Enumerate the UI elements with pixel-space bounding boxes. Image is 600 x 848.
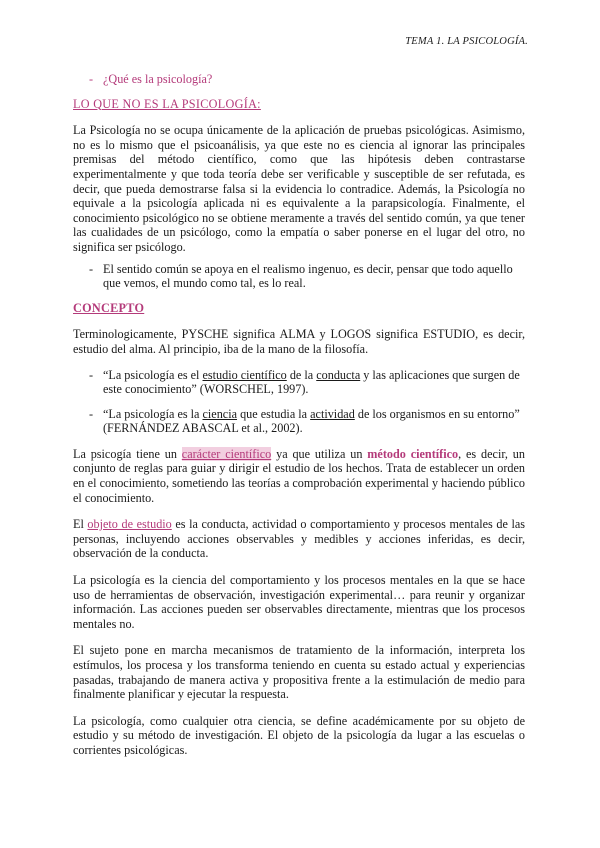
question-text: ¿Qué es la psicología? — [103, 72, 213, 86]
underlined-term: estudio científico — [202, 367, 287, 382]
underlined-term: ciencia — [202, 406, 238, 421]
text-run: , es decir, un conjunto de reglas para guiar y dirigir el estudio de los hechos. Trata de establecer un orden en el conocimiento, sometiendo las teorías a comprobación experimental y haciendo público el conocimiento. — [73, 446, 525, 505]
section-heading-concept: CONCEPTO — [73, 300, 145, 315]
page-header: TEMA 1. LA PSICOLOGÍA. — [405, 36, 528, 47]
text-run: El — [73, 517, 88, 532]
quote-worschel — [73, 368, 525, 397]
paragraph-schools: La psicología, como cualquier otra ciencia, se define académicamente por su objeto de estudio y su método de investigación. El objeto de la psicología da lugar a las escuelas o corrientes psicológicas. — [73, 713, 525, 757]
bullet-dash: - — [89, 261, 94, 276]
paragraph-information-processing: El sujeto pone en marcha mecanismos de tratamiento de la información, interpreta los estímulos, los procesa y los transforma teniendo en cuenta su estado actual y experiencias pasadas, trabajando de manera activa y propositiva frente a la estimulación de medio para finalmente planificar y ejecutar la respuesta. — [73, 643, 525, 702]
quote-text: de los organismos en su entorno” (FERNÁNDEZ ABASCAL et al., 2002). — [103, 406, 520, 436]
document-body — [73, 70, 525, 758]
bullet-common-sense — [73, 262, 525, 291]
quote-text: de la — [286, 367, 317, 382]
bullet-dash: - — [89, 72, 94, 86]
section-heading-not-psychology: LO QUE NO ES LA PSICOLOGÍA: — [73, 96, 261, 111]
bullet-dash: - — [89, 367, 94, 382]
bullet-dash: - — [89, 406, 94, 421]
quote-fernandez — [73, 407, 525, 436]
quote-text: y las aplicaciones que surgen de este conocimiento” (WORSCHEL, 1997). — [103, 367, 520, 397]
bullet-common-sense-text: El sentido común se apoya en el realismo ingenuo, es decir, pensar que todo aquello que vemos, el mundo como tal, es lo real. — [103, 261, 513, 291]
paragraph-not-psychology: La Psicología no se ocupa únicamente de la aplicación de pruebas psicológicas. Asimismo, no es lo mismo que el psicoanálisis, ya que este no es ciencia al ignorar las principales premisas del método científico, como que las hipótesis deben contrastarse experimentalmente y que toda teoría debe ser verificable y susceptible de ser refutada, es decir, que pueda demostrarse falsa si la evidencia lo contradice. Además, la Psicología no equivale a la psicología aplicada ni es equivalente a la parapsicología. Finalmente, el conocimiento psicológico no se obtiene meramente a través del sentido común, ya que tener las cualidades de un psicólogo, como la empatía o saber ponerse en el lugar del otro, no significa ser psicólogo. — [73, 123, 525, 254]
paragraph-science-of-behavior: La psicología es la ciencia del comportamiento y los procesos mentales en la que se hace uso de herramientas de observación, investigación experimental… para reunir y organizar información. Las acciones pueden ser observables directamente, mientras que los procesos mentales no. — [73, 573, 525, 631]
paragraph-object-of-study — [73, 517, 525, 561]
underlined-term: actividad — [310, 406, 355, 421]
quote-text: “La psicología es la — [103, 406, 203, 421]
question-item — [73, 72, 525, 87]
bold-scientific-method: método científico — [367, 446, 459, 461]
quote-text: “La psicología es el — [103, 367, 203, 382]
highlight-scientific-character: carácter científico — [181, 446, 272, 461]
quote-worschel-text — [103, 368, 525, 397]
paragraph-terminology: Terminologicamente, PYSCHE significa ALMA y LOGOS significa ESTUDIO, es decir, estudio del alma. Al principio, iba de la mano de la filosofía. — [73, 327, 525, 356]
quote-fernandez-text — [103, 407, 525, 436]
quote-text: que estudia la — [237, 406, 311, 421]
text-run: es la conducta, actividad o comportamiento y procesos mentales de las personas, incluyendo acciones observables y medibles y acciones inferidas, es decir, observación de la conducta. — [73, 517, 525, 561]
text-run: ya que utiliza un — [271, 446, 368, 461]
underlined-object-of-study: objeto de estudio — [87, 517, 172, 532]
paragraph-scientific-character — [73, 447, 525, 505]
underlined-term: conducta — [316, 367, 361, 382]
text-run: La psicogía tiene un — [73, 446, 182, 461]
